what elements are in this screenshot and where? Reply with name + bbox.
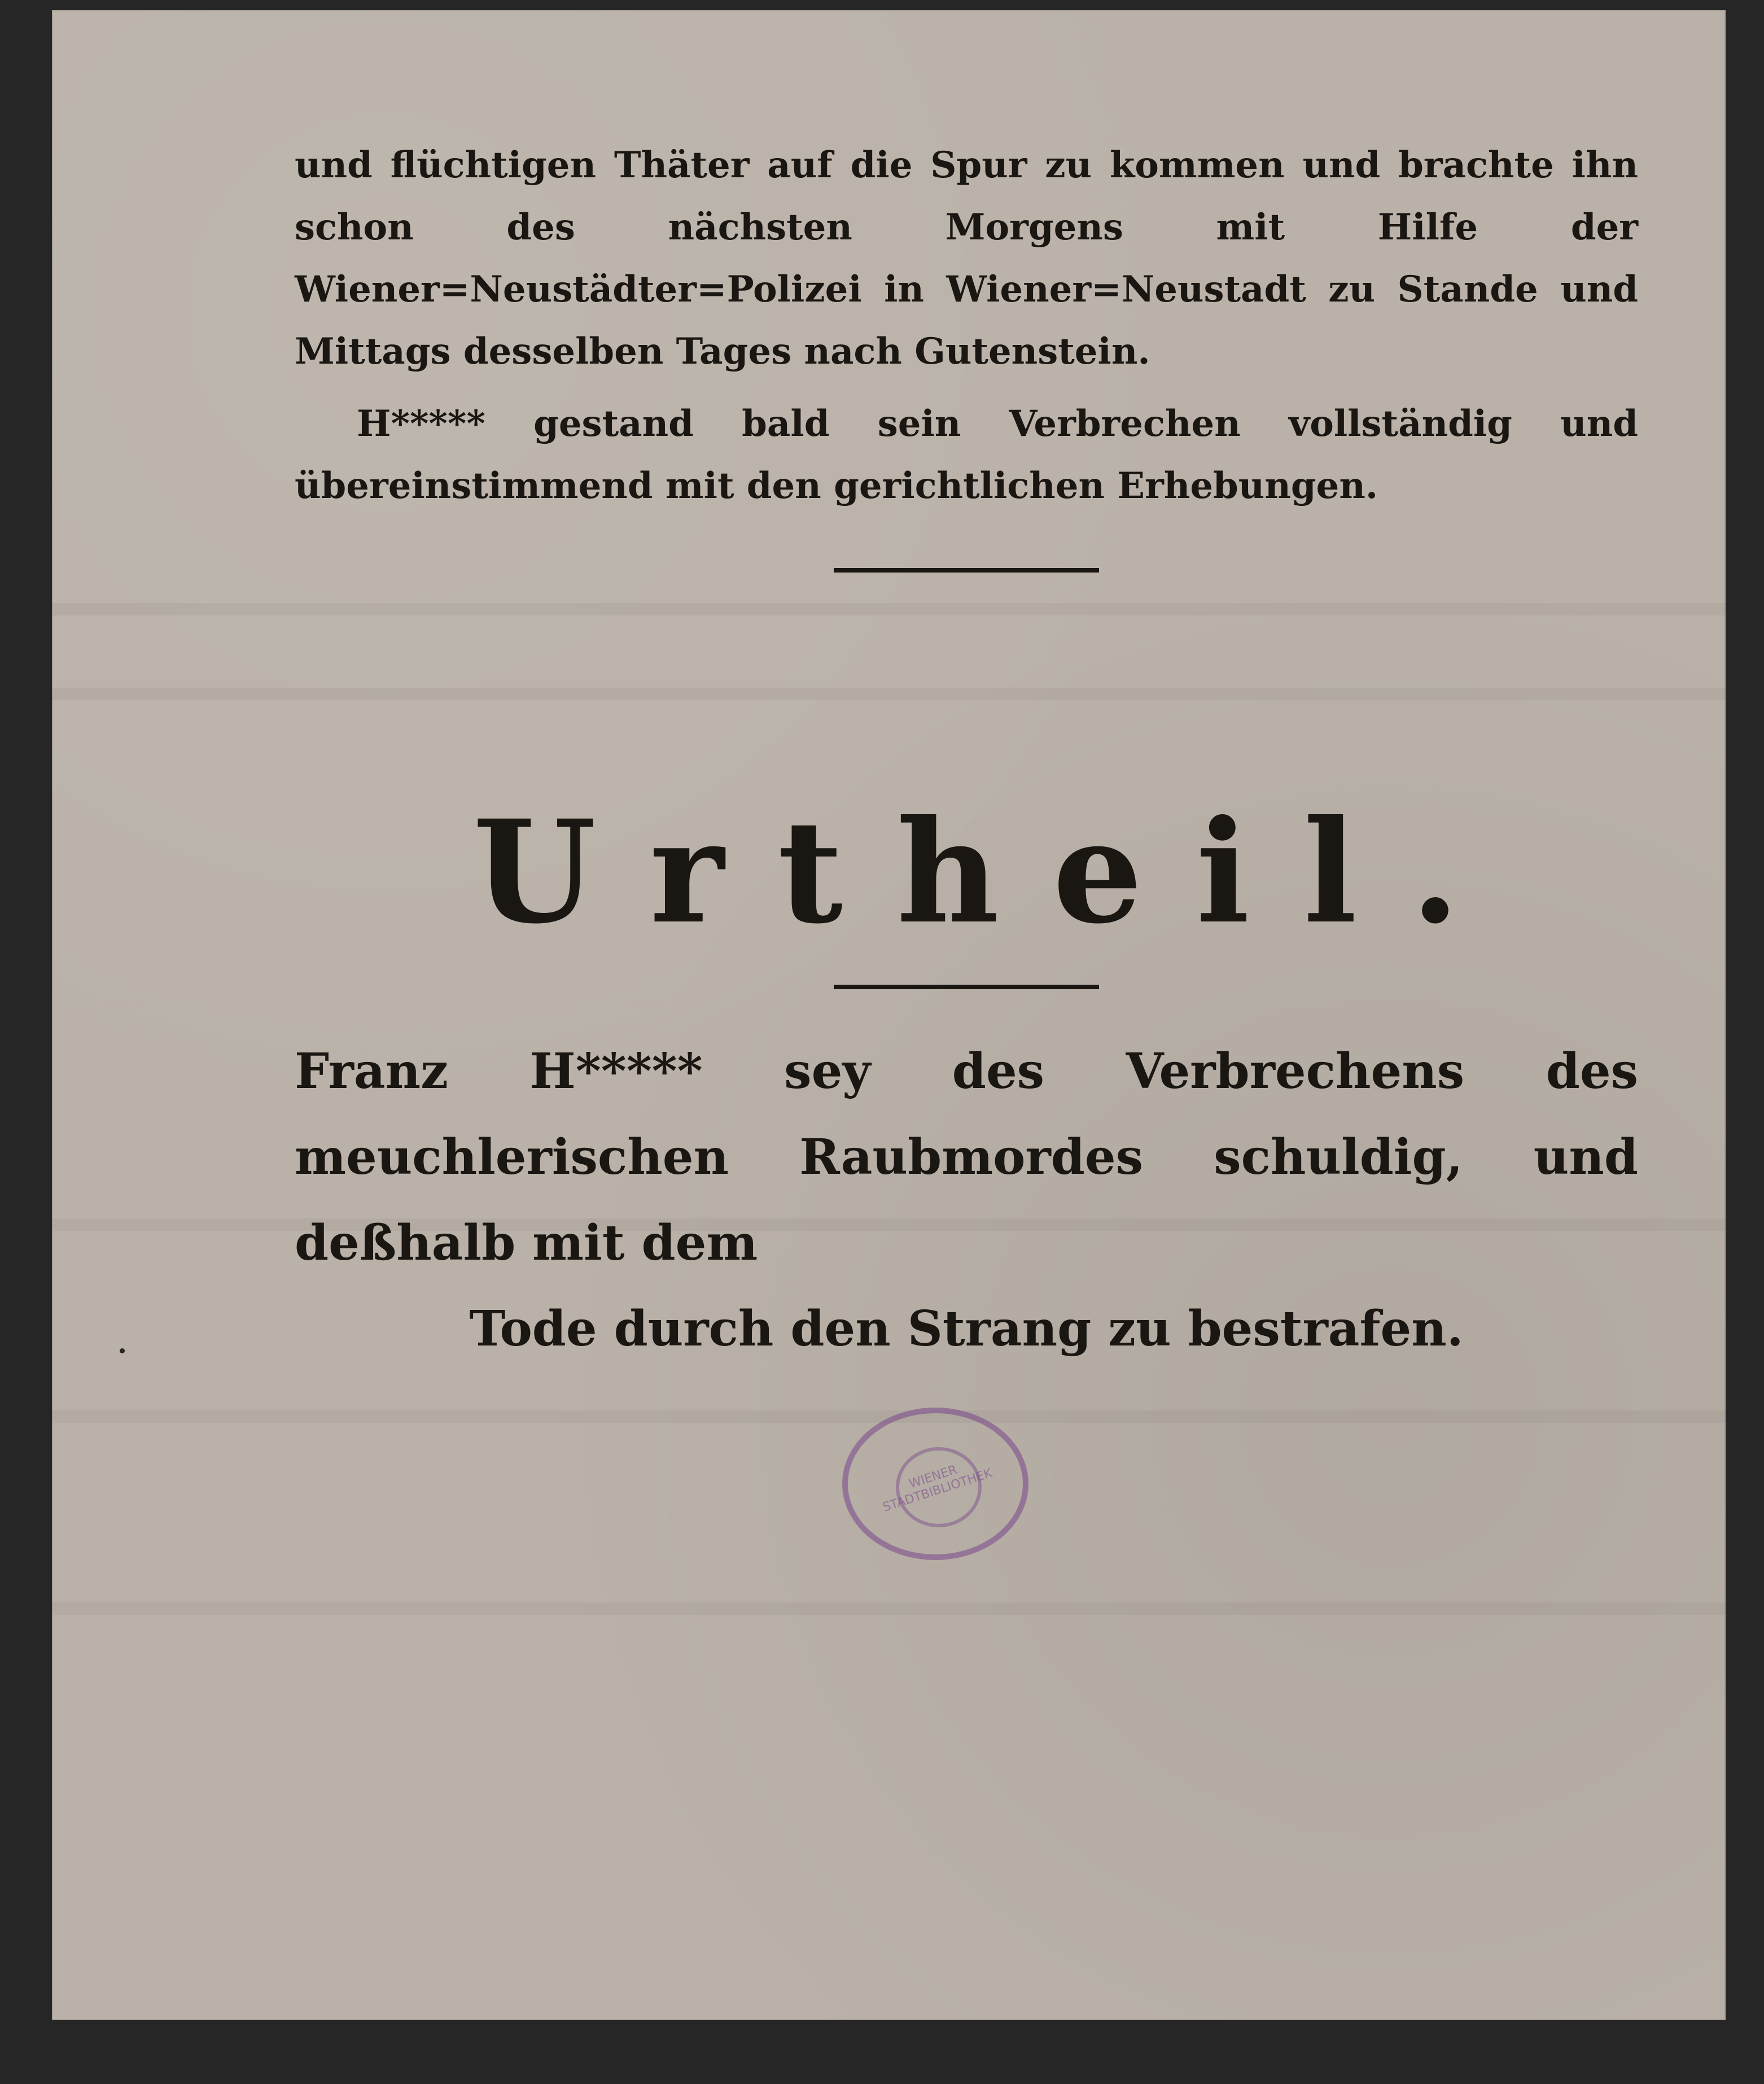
paper-speck [120, 1348, 125, 1353]
library-stamp [842, 1408, 1028, 1560]
paragraph-2 [295, 393, 1638, 517]
divider-rule [834, 568, 1099, 573]
paragraph-1 [295, 134, 1638, 383]
divider-rule [834, 985, 1099, 989]
verdict-main: Franz H***** sey des Verbrechens des meuchlerischen Raubmordes schuldig, und deßhalb mit dem [295, 1043, 1638, 1272]
paper-sheet [52, 10, 1726, 2020]
bleed-through-line [52, 1602, 1726, 1615]
document-body [295, 134, 1638, 1372]
document-title: Urtheil. [472, 789, 1513, 955]
stamp-text: WIENER STADTBIBLIOTHEK [881, 1462, 994, 1515]
paragraph-1-text: und flüchtigen Thäter auf die Spur zu kommen und brachte ihn schon des nächsten Morgens mit Hilfe der Wiener=Neustädter=Polizei in Wiener=Neustadt zu Stande und Mittags desselben Tages nach Gutenstein. [295, 144, 1638, 373]
verdict-last-line: Tode durch den Strang zu bestrafen. [469, 1300, 1464, 1357]
paragraph-2-text: H***** gestand bald sein Verbrechen vollständig und übereinstimmend mit den gerichtlichen Erhebungen. [295, 403, 1638, 507]
verdict-text [295, 1029, 1638, 1372]
